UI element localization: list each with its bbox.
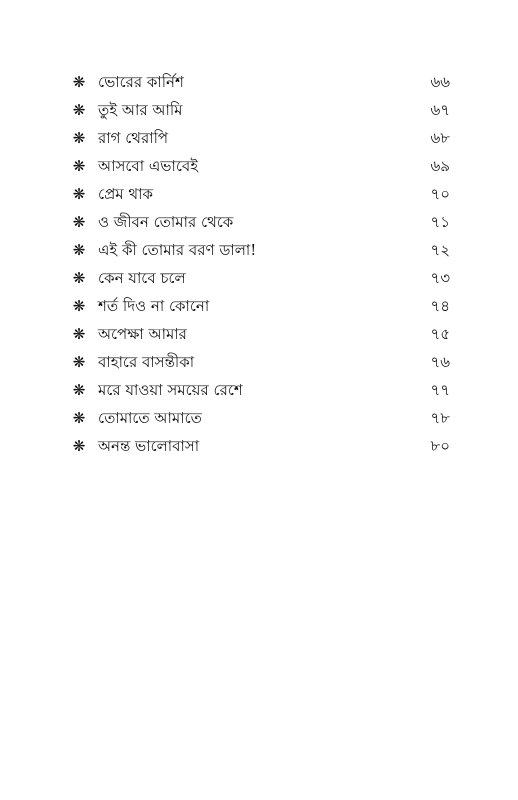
flower-asterisk-icon: ❋	[72, 297, 86, 315]
toc-entry-title: এই কী তোমার বরণ ডালা!	[98, 241, 257, 259]
flower-asterisk-icon: ❋	[72, 437, 86, 455]
toc-entry	[0, 264, 518, 292]
toc-entry-title: শর্ত দিও না কোনো	[98, 297, 210, 315]
toc-entry	[0, 180, 518, 208]
toc-entry-title: প্রেম থাক	[98, 185, 153, 203]
toc-entry-title: রাগ থেরাপি	[98, 129, 169, 147]
toc-entry-page-number: ৭৮	[430, 409, 450, 427]
toc-entry-page-number: ৭২	[430, 241, 450, 259]
flower-asterisk-icon: ❋	[72, 381, 86, 399]
toc-entry-page-number: ৭৪	[430, 297, 450, 315]
toc-entry-title: অনন্ত ভালোবাসা	[98, 437, 200, 455]
flower-asterisk-icon: ❋	[72, 241, 86, 259]
toc-entry	[0, 152, 518, 180]
toc-entry	[0, 124, 518, 152]
toc-entry	[0, 320, 518, 348]
toc-entry-page-number: ৭১	[430, 213, 450, 231]
table-of-contents	[0, 68, 518, 460]
toc-entry-page-number: ৮০	[430, 437, 450, 455]
flower-asterisk-icon: ❋	[72, 269, 86, 287]
toc-entry-page-number: ৬৭	[430, 101, 450, 119]
toc-entry-page-number: ৬৯	[430, 157, 450, 175]
toc-entry-page-number: ৭৩	[430, 269, 450, 287]
flower-asterisk-icon: ❋	[72, 101, 86, 119]
toc-entry	[0, 404, 518, 432]
toc-entry	[0, 432, 518, 460]
toc-entry-title: আসবো এভাবেই	[98, 157, 199, 175]
toc-entry-title: তুই আর আমি	[98, 101, 183, 119]
toc-entry-title: তোমাতে আমাতে	[98, 409, 202, 427]
toc-entry	[0, 292, 518, 320]
toc-entry-page-number: ৬৬	[430, 73, 450, 91]
flower-asterisk-icon: ❋	[72, 129, 86, 147]
toc-entry	[0, 376, 518, 404]
toc-entry	[0, 208, 518, 236]
toc-entry-title: ভোরের কার্নিশ	[98, 73, 184, 91]
toc-entry-page-number: ৭০	[430, 185, 450, 203]
toc-entry-page-number: ৭৬	[430, 353, 450, 371]
toc-entry-title: ও জীবন তোমার থেকে	[98, 213, 234, 231]
toc-entry	[0, 96, 518, 124]
toc-entry-page-number: ৭৫	[430, 325, 450, 343]
toc-entry-title: অপেক্ষা আমার	[98, 325, 187, 343]
flower-asterisk-icon: ❋	[72, 325, 86, 343]
flower-asterisk-icon: ❋	[72, 409, 86, 427]
toc-entry-title: মরে যাওয়া সময়ের রেশে	[98, 381, 243, 399]
toc-entry-page-number: ৬৮	[430, 129, 450, 147]
flower-asterisk-icon: ❋	[72, 185, 86, 203]
flower-asterisk-icon: ❋	[72, 213, 86, 231]
flower-asterisk-icon: ❋	[72, 73, 86, 91]
flower-asterisk-icon: ❋	[72, 157, 86, 175]
toc-entry	[0, 236, 518, 264]
toc-entry-title: বাহারে বাসন্তীকা	[98, 353, 195, 371]
toc-entry-page-number: ৭৭	[430, 381, 450, 399]
toc-entry	[0, 68, 518, 96]
toc-entry-title: কেন যাবে চলে	[98, 269, 186, 287]
flower-asterisk-icon: ❋	[72, 353, 86, 371]
toc-entry	[0, 348, 518, 376]
